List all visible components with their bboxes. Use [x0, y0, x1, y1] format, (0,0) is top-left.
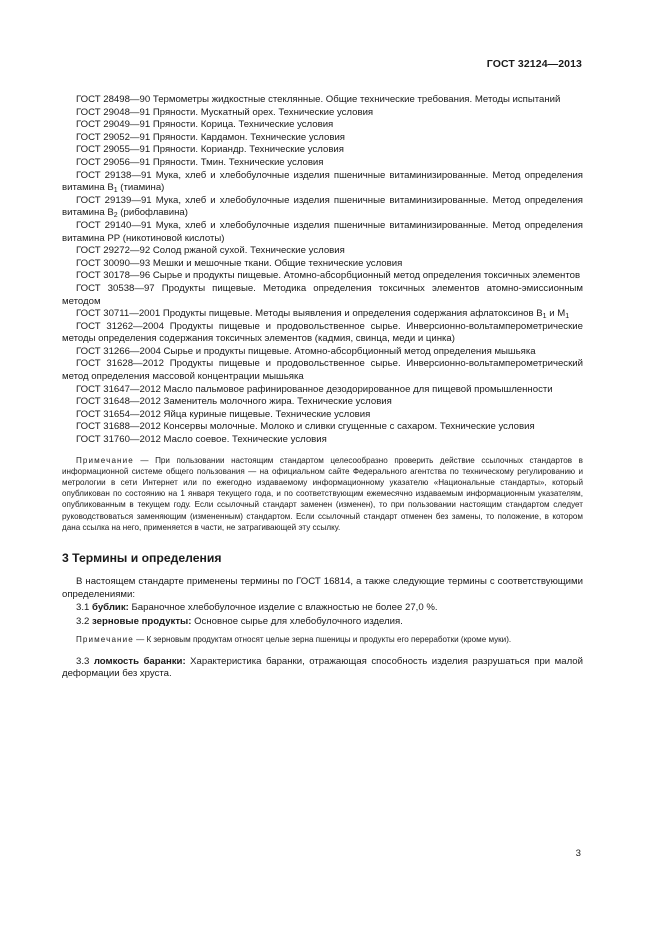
- note-label: Примечание: [76, 455, 134, 465]
- reference-code: ГОСТ 31760—2012: [76, 434, 161, 446]
- reference-item: [62, 157, 583, 170]
- reference-item: [62, 195, 583, 220]
- reference-code: ГОСТ 28498—90: [76, 94, 151, 105]
- normative-references-list: [62, 94, 583, 447]
- reference-item: [62, 308, 583, 321]
- reference-title: Термометры жидкостные стеклянные. Общие технические требования. Методы испытаний: [150, 94, 561, 105]
- page-header-doc-id: ГОСТ 32124—2013: [486, 58, 582, 70]
- reference-item: [62, 384, 583, 397]
- reference-title: Сырье и продукты пищевые. Атомно-абсорбционный метод определения мышьяка: [160, 345, 536, 357]
- reference-code: ГОСТ 29138—91: [76, 169, 152, 181]
- reference-title-tail: (тиамина): [117, 182, 165, 194]
- section-3-intro: В настоящем стандарте применены термины по ГОСТ 16814, а также следующие термины с соответствующими определениями:: [62, 576, 583, 600]
- reference-code: ГОСТ 31628—2012: [76, 358, 164, 370]
- reference-title: Пряности. Мускатный орех. Технические условия: [150, 106, 374, 118]
- reference-item: [62, 409, 583, 422]
- reference-item: [62, 220, 583, 245]
- reference-code: ГОСТ 29056—91: [76, 156, 151, 168]
- reference-title: Мука, хлеб и хлебобулочные изделия пшеничные витаминизированные. Метод определения витамина РР (никотиновой кислоты): [62, 219, 583, 244]
- reference-subscript: 1: [113, 187, 118, 195]
- reference-code: ГОСТ 30538—97: [76, 282, 155, 294]
- note-text: — К зерновым продуктам относят целые зерна пшеницы и продукты его переработки (кроме муки).: [133, 635, 512, 645]
- document-body: [62, 94, 583, 681]
- reference-title: Яйца куриные пищевые. Технические условия: [160, 408, 371, 420]
- reference-title: Масло соевое. Технические условия: [160, 434, 327, 446]
- reference-title: Мешки и мешочные ткани. Общие технические условия: [150, 257, 403, 269]
- reference-code: ГОСТ 29049—91: [76, 119, 151, 131]
- reference-code: ГОСТ 31648—2012: [76, 396, 161, 408]
- reference-title: Мука, хлеб и хлебобулочные изделия пшеничные витаминизированные. Метод определения витамина В: [62, 194, 583, 219]
- definition-number: 3.1: [76, 602, 93, 614]
- section-3-title: 3 Термины и определения: [62, 551, 222, 566]
- reference-code: ГОСТ 31647—2012: [76, 383, 161, 395]
- note-grain-products: [62, 634, 583, 645]
- reference-title: Сырье и продукты пищевые. Атомно-абсорбционный метод определения токсичных элементов: [150, 270, 581, 282]
- reference-item: [62, 358, 583, 383]
- reference-item: [62, 270, 583, 283]
- reference-code: ГОСТ 29139—91: [76, 194, 152, 206]
- reference-item: [62, 170, 583, 195]
- reference-title: Пряности. Корица. Технические условия: [150, 119, 334, 131]
- reference-subscript: 1: [542, 313, 547, 321]
- reference-title: Масло пальмовое рафинированное дезодорированное для пищевой промышленности: [160, 383, 553, 395]
- reference-item: [62, 434, 583, 447]
- reference-code: ГОСТ 31654—2012: [76, 408, 161, 420]
- reference-code: ГОСТ 30178—96: [76, 270, 151, 282]
- reference-title-tail: и М: [546, 308, 566, 320]
- reference-item: [62, 144, 583, 157]
- note-text: — При пользовании настоящим стандартом целесообразно проверить действие ссылочных стандартов в информационной системе общего пользования — на официальном сайте Федерального агентства по техническому регулированию и метрологии в сети Интернет или по ежегодно издаваемому информационному указателю «Национальные стандарты», который опубликован по состоянию на 1 января текущего года, и по соответствующим ежемесячно издаваемым информационным указателям, опубликованным в текущем году. Если ссылочный стандарт заменен (изменен), то при пользовании настоящим стандартом следует руководствоваться заменяющим (измененным) стандартом. Если ссылочный стандарт отменен без замены, то положение, в котором дана ссылка на него, применяется в части, не затрагивающей эту ссылку.: [62, 455, 583, 532]
- reference-item: [62, 396, 583, 409]
- reference-item: [62, 107, 583, 120]
- reference-title: Продукты пищевые. Методы выявления и определения содержания афлатоксинов В: [160, 308, 543, 320]
- reference-subscript: 1: [565, 313, 570, 321]
- page-number: 3: [575, 848, 581, 859]
- definition-3-2: [62, 616, 583, 629]
- reference-code: ГОСТ 29140—91: [76, 219, 152, 231]
- reference-title: Солод ржаной сухой. Технические условия: [150, 245, 345, 257]
- reference-item: [62, 321, 583, 346]
- reference-title: Продукты пищевые и продовольственное сырье. Инверсионно-вольтамперометрический метод определения массовой концентрации мышьяка: [62, 358, 584, 383]
- definition-3-3: [62, 656, 583, 681]
- definition-text: Характеристика баранки, отражающая способность изделия разрушаться при малой деформации без хруста.: [62, 655, 583, 680]
- reference-title: Пряности. Кардамон. Технические условия: [150, 131, 346, 143]
- reference-item: [62, 283, 583, 308]
- reference-item: [62, 421, 583, 434]
- reference-code: ГОСТ 31262—2004: [76, 320, 164, 332]
- definition-text: Основное сырье для хлебобулочного изделия.: [191, 615, 403, 627]
- definition-number: 3.2: [76, 615, 93, 627]
- reference-title-tail: (рибофлавина): [117, 207, 188, 219]
- reference-item: [62, 346, 583, 359]
- reference-subscript: 2: [113, 212, 118, 220]
- reference-title: Пряности. Кориандр. Технические условия: [150, 144, 344, 156]
- reference-title: Продукты пищевые. Методика определения токсичных элементов атомно-эмиссионным методом: [62, 282, 584, 307]
- reference-code: ГОСТ 30711—2001: [76, 308, 161, 320]
- reference-item: [62, 94, 583, 107]
- note-label: Примечание: [76, 635, 134, 645]
- reference-code: ГОСТ 29052—91: [76, 131, 151, 143]
- reference-title: Продукты пищевые и продовольственное сырье. Инверсионно-вольтамперометрические методы определения содержания токсичных элементов (кадмия, свинца, меди и цинка): [62, 320, 583, 345]
- reference-title: Заменитель молочного жира. Технические условия: [160, 396, 392, 408]
- definition-term: бублик:: [92, 602, 129, 614]
- note-references: [62, 455, 583, 533]
- reference-code: ГОСТ 31688—2012: [76, 421, 161, 433]
- reference-item: [62, 119, 583, 132]
- reference-title: Пряности. Тмин. Технические условия: [150, 156, 324, 168]
- definition-text: Бараночное хлебобулочное изделие с влажностью не более 27,0 %.: [128, 602, 438, 614]
- reference-code: ГОСТ 30090—93: [76, 257, 151, 269]
- reference-item: [62, 258, 583, 271]
- reference-code: ГОСТ 31266—2004: [76, 345, 161, 357]
- reference-code: ГОСТ 29048—91: [76, 106, 151, 118]
- reference-code: ГОСТ 29272—92: [76, 245, 151, 257]
- definition-number: 3.3: [76, 655, 94, 667]
- definition-term: ломкость баранки:: [93, 655, 186, 667]
- reference-item: [62, 132, 583, 145]
- definition-3-1: [62, 602, 583, 615]
- definition-term: зерновые продукты:: [92, 615, 192, 627]
- reference-code: ГОСТ 29055—91: [76, 144, 151, 156]
- reference-title: Мука, хлеб и хлебобулочные изделия пшеничные витаминизированные. Метод определения витамина В: [62, 169, 583, 194]
- reference-title: Консервы молочные. Молоко и сливки сгущенные с сахаром. Технические условия: [160, 421, 535, 433]
- reference-item: [62, 245, 583, 258]
